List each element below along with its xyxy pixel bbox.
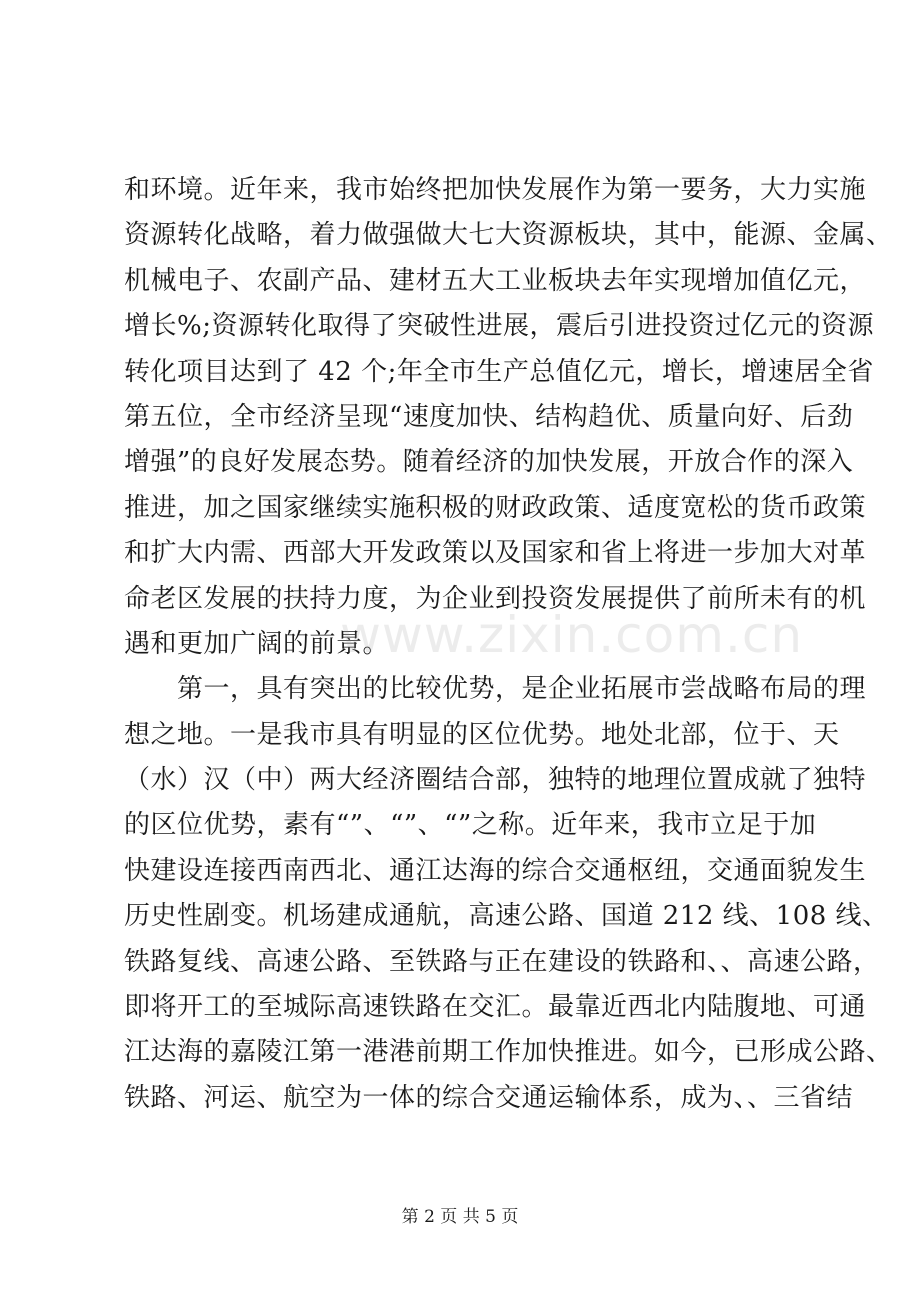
text-line: 想之地。一是我市具有明显的区位优势。地处北部，位于、天 <box>124 719 840 750</box>
text-line: 和扩大内需、西部大开发政策以及国家和省上将进一步加大对革 <box>124 538 867 569</box>
text-line: 机械电子、农副产品、建材五大工业板块去年实现增加值亿元， <box>124 265 867 296</box>
text-line: 转化项目达到了 42 个;年全市生产总值亿元，增长，增速居全省 <box>124 356 874 387</box>
text-line: （水）汉（中）两大经济圈结合部，独特的地理位置成就了独特 <box>124 765 867 796</box>
text-line: 历史性剧变。机场建成通航，高速公路、国道 212 线、108 线、 <box>124 901 889 932</box>
text-line: 江达海的嘉陵江第一港港前期工作加快推进。如今，已形成公路、 <box>124 1037 893 1068</box>
watermark: www.zixin.com.cn <box>340 606 804 664</box>
page-number-footer: 第 2 页 共 5 页 <box>401 1207 519 1227</box>
text-line: 即将开工的至城际高速铁路在交汇。最靠近西北内陆腹地、可通 <box>124 992 867 1023</box>
text-line: 和环境。近年来，我市始终把加快发展作为第一要务，大力实施 <box>124 175 867 205</box>
text-line: 快建设连接西南西北、通江达海的综合交通枢纽，交通面貌发生 <box>124 855 867 886</box>
text-line: 的区位优势，素有“”、“”、“”之称。近年来，我市立足于加 <box>124 810 817 841</box>
text-line: 增长%;资源转化取得了突破性进展，震后引进投资过亿元的资源 <box>124 311 874 342</box>
text-line: 资源转化战略，着力做强做大七大资源板块，其中，能源、金属、 <box>124 220 893 251</box>
text-line: 增强”的良好发展态势。随着经济的加快发展，开放合作的深入 <box>124 447 854 478</box>
text-line: 命老区发展的扶持力度，为企业到投资发展提供了前所未有的机 <box>124 583 867 614</box>
text-line: 铁路、河运、航空为一体的综合交通运输体系，成为、、三省结 <box>124 1082 854 1113</box>
text-line: 第五位，全市经济呈现“速度加快、结构趋优、质量向好、后劲 <box>124 401 854 432</box>
text-line: 第一，具有突出的比较优势，是企业拓展市尝战略布局的理 <box>124 674 867 705</box>
text-line: 推进，加之国家继续实施积极的财政政策、适度宽松的货币政策 <box>124 492 867 523</box>
text-line: 遇和更加广阔的前景。 <box>124 628 390 659</box>
text-line: 铁路复线、高速公路、至铁路与正在建设的铁路和、、高速公路， <box>124 946 880 977</box>
